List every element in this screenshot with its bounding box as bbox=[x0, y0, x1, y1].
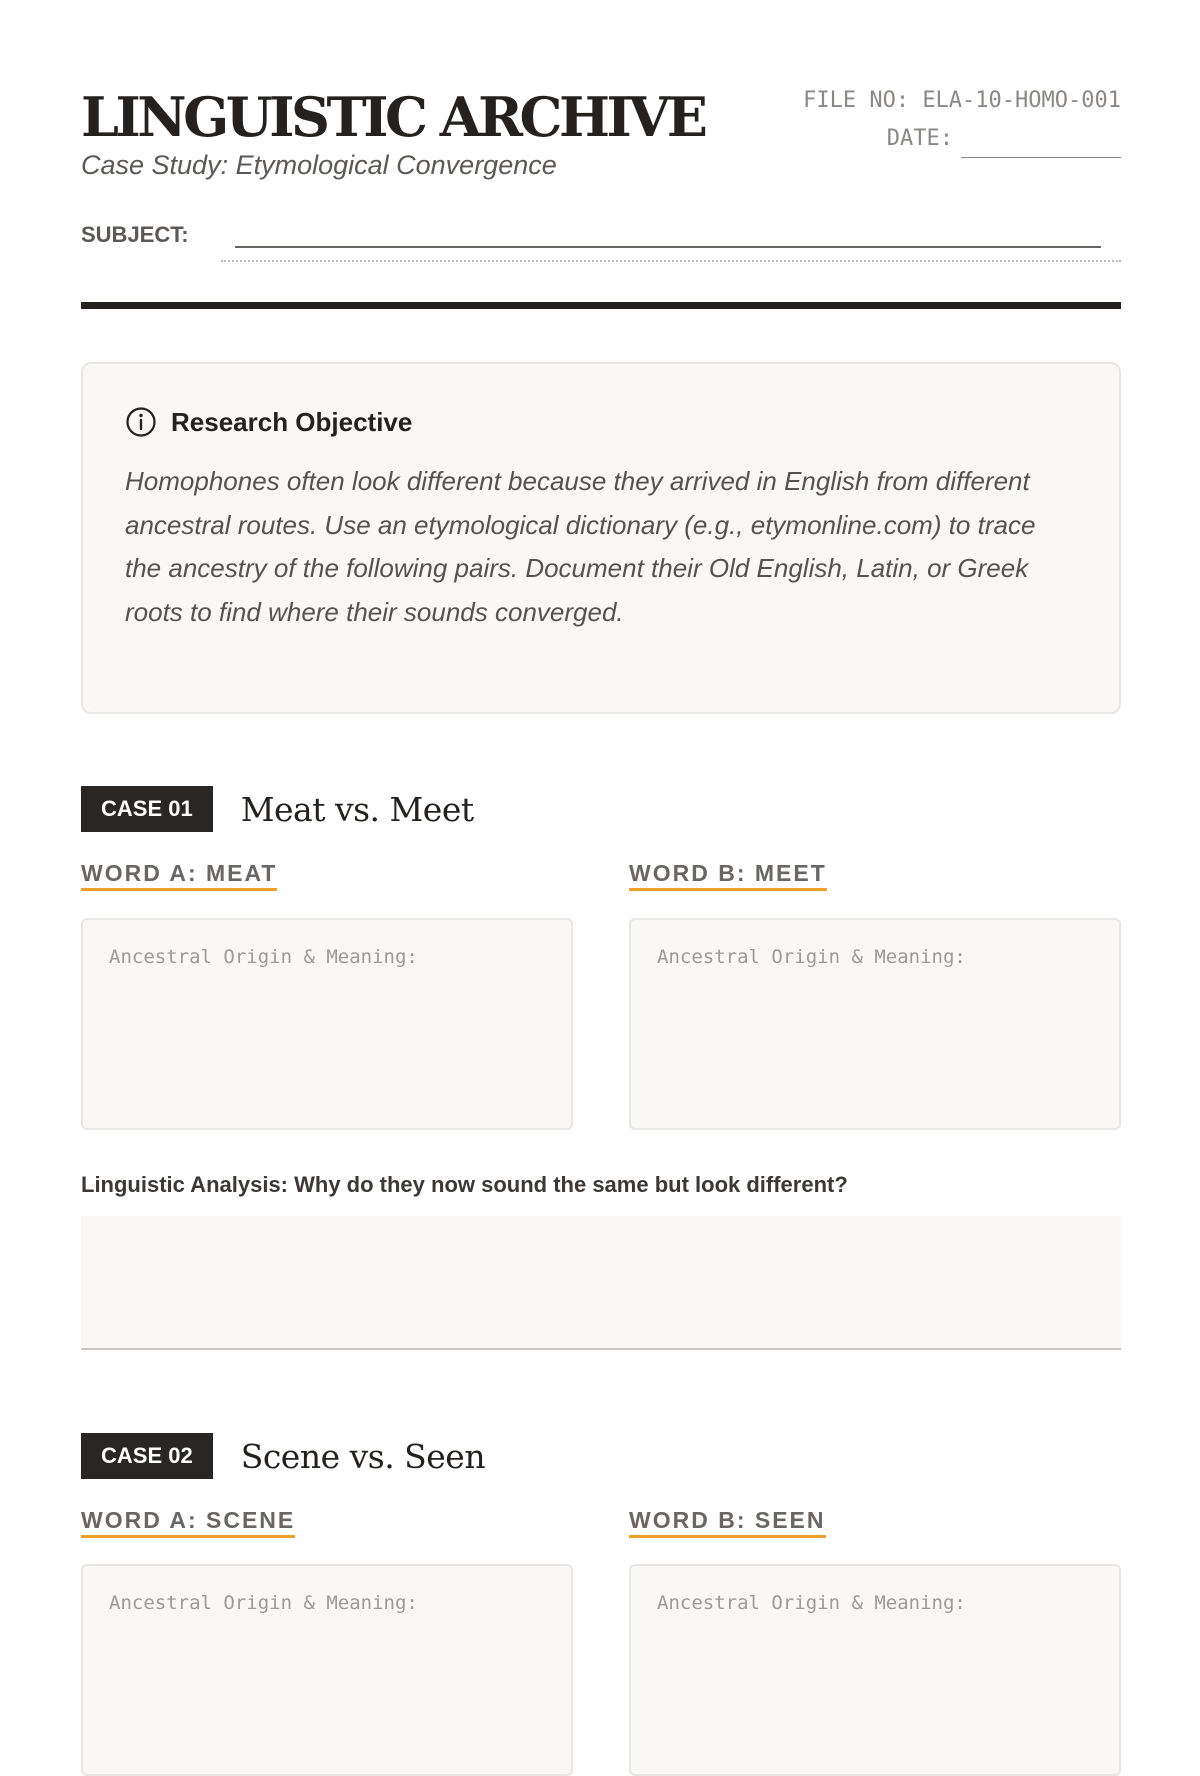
subject-underline bbox=[235, 246, 1101, 248]
info-icon bbox=[125, 406, 157, 438]
header-divider bbox=[81, 302, 1121, 309]
origin-placeholder: Ancestral Origin & Meaning: bbox=[657, 1592, 966, 1614]
date-row bbox=[803, 120, 1121, 158]
word-a-label: WORD A: MEAT bbox=[81, 860, 277, 891]
case-title: Scene vs. Seen bbox=[240, 1436, 486, 1476]
word-a-origin-box[interactable] bbox=[81, 918, 573, 1130]
page-title: LINGUISTIC ARCHIVE bbox=[81, 85, 705, 149]
case-title: Meat vs. Meet bbox=[240, 789, 474, 829]
word-b-label: WORD B: MEET bbox=[629, 860, 827, 891]
case-badge: CASE 02 bbox=[81, 1433, 213, 1479]
research-objective-box bbox=[81, 362, 1121, 714]
word-b-origin-box[interactable] bbox=[629, 918, 1121, 1130]
objective-header bbox=[125, 406, 412, 438]
file-number: FILE NO: ELA-10-HOMO-001 bbox=[803, 88, 1121, 113]
objective-title: Research Objective bbox=[171, 406, 413, 437]
subject-label: SUBJECT: bbox=[81, 222, 189, 247]
analysis-answer-box[interactable] bbox=[81, 1216, 1121, 1350]
word-b-label: WORD B: SEEN bbox=[629, 1507, 826, 1538]
case-02-header bbox=[81, 1433, 485, 1479]
word-a-label: WORD A: SCENE bbox=[81, 1507, 295, 1538]
date-label: DATE: bbox=[886, 126, 953, 151]
case-badge: CASE 01 bbox=[81, 786, 213, 832]
case-01-header bbox=[81, 786, 474, 832]
objective-text: Homophones often look different because they arrived in English from different ancestral routes. Use an etymological dictionary (e.g., etymonline.com) to trace the ancestry of the following pairs. Document their Old English, Latin, or Greek roots to find where their sounds converged. bbox=[125, 466, 1036, 627]
file-meta bbox=[803, 82, 1121, 158]
word-a-origin-box[interactable] bbox=[81, 1564, 573, 1776]
date-field[interactable] bbox=[961, 133, 1121, 158]
page-subtitle: Case Study: Etymological Convergence bbox=[81, 150, 557, 180]
analysis-label: Linguistic Analysis: Why do they now sound the same but look different? bbox=[81, 1172, 848, 1197]
word-b-origin-box[interactable] bbox=[629, 1564, 1121, 1776]
origin-placeholder: Ancestral Origin & Meaning: bbox=[109, 1592, 418, 1614]
origin-placeholder: Ancestral Origin & Meaning: bbox=[657, 946, 966, 968]
subject-field[interactable] bbox=[221, 224, 1121, 262]
origin-placeholder: Ancestral Origin & Meaning: bbox=[109, 946, 418, 968]
